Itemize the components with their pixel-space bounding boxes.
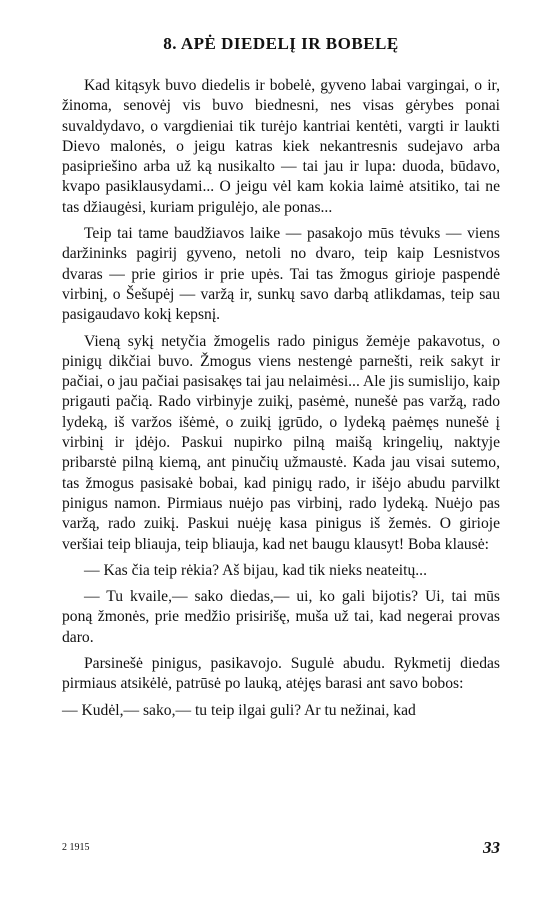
paragraph: — Tu kvaile,— sako diedas,— ui, ko gali bijotis? Ui, tai mūs poną žmonės, prie medžio prisirišę, muša už tai, kad negerai provas daro. — [62, 588, 500, 646]
page-footer — [62, 838, 500, 862]
paragraph: — Kas čia teip rėkia? Aš bijau, kad tik nieks neateitų... — [84, 561, 427, 579]
paragraph: Kad kitąsyk buvo diedelis ir bobelė, gyveno labai vargingai, o ir, žinoma, senovėj vis buvo biednesni, nes visas gėrybes ponai suvaldydavo, o vargdieniai tik turėjo kantriai kentėti, vargti ir laukti Dievo malonės, o jeigu katras kiek nekantresnis sudejavo arba pasipriešino arba už ką nusikalto — tai jau ir lupa: duoda, būdavo, kvapo pasiklausydami... O jeigu vėl kam kokia laimė atsitiko, tai ne tas džiaugėsi, kuriam prigulėjo, ale ponas... — [62, 77, 500, 216]
paragraph: Teip tai tame baudžiavos laike — pasakojo mūs tėvuks — viens daržininks pagirij gyveno, netoli no dvaro, teip kaip Lesnistvos dvaras — prie girios ir prie upės. Tai tas žmogus girioje paspendė virbinį, o Šešupėj — varžą ir, sunkų savo darbą atlikdamas, teip sau pasigaudavo kokį kepsnį. — [62, 225, 500, 324]
paragraph: — Kudėl,— sako,— tu teip ilgai guli? Ar tu nežinai, kad — [62, 701, 416, 719]
page-content — [62, 34, 500, 721]
signature-mark: 2 1915 — [62, 842, 90, 853]
paragraph: Vieną sykį netyčia žmogelis rado pinigus žemėje pakavotus, o pinigų dikčiai buvo. Žmogus viens nestengė parnešti, reik sakyt ir pačiai, o jau pačiai pasisakęs tai jau nelaimėsi... Ale jis sumislijo, kaip prigauti pačią. Rado virbinyje zuikį, pasėmė, nunešė pas varžą, rado lydeką, iš varžos išėmė, o zuikį įgrūdo, o lydeką paėmęs nunešė į virbinį ir įdėjo. Paskui nupirko pilną maišą kringelių, naktyje pribarstė pilną kiemą, ant pinučių užmaustė. Kada jau visai sutemo, tas žmogus pasisakė bobai, kad pinigų rado, ir išėjo abudu parvilkt pinigus namon. Pirmiaus nuėjo pas virbinį, rado lydeką. Nuėjo pas varžą, rado zuikį. Paskui nuėję kasa pinigus iš žemės. O girioje veršiai teip bliauja, teip bliauja, kad net baugu klausyt! Boba klausė: — [62, 332, 500, 553]
chapter-title: 8. APĖ DIEDELĮ IR BOBELĘ — [163, 34, 399, 53]
page-number: 33 — [483, 838, 500, 857]
paragraph: Parsinešė pinigus, pasikavojo. Sugulė abudu. Rykmetij diedas pirmiaus atsikėlė, patrūsė po lauką, atėjęs barasi ant savo bobos: — [62, 655, 500, 693]
